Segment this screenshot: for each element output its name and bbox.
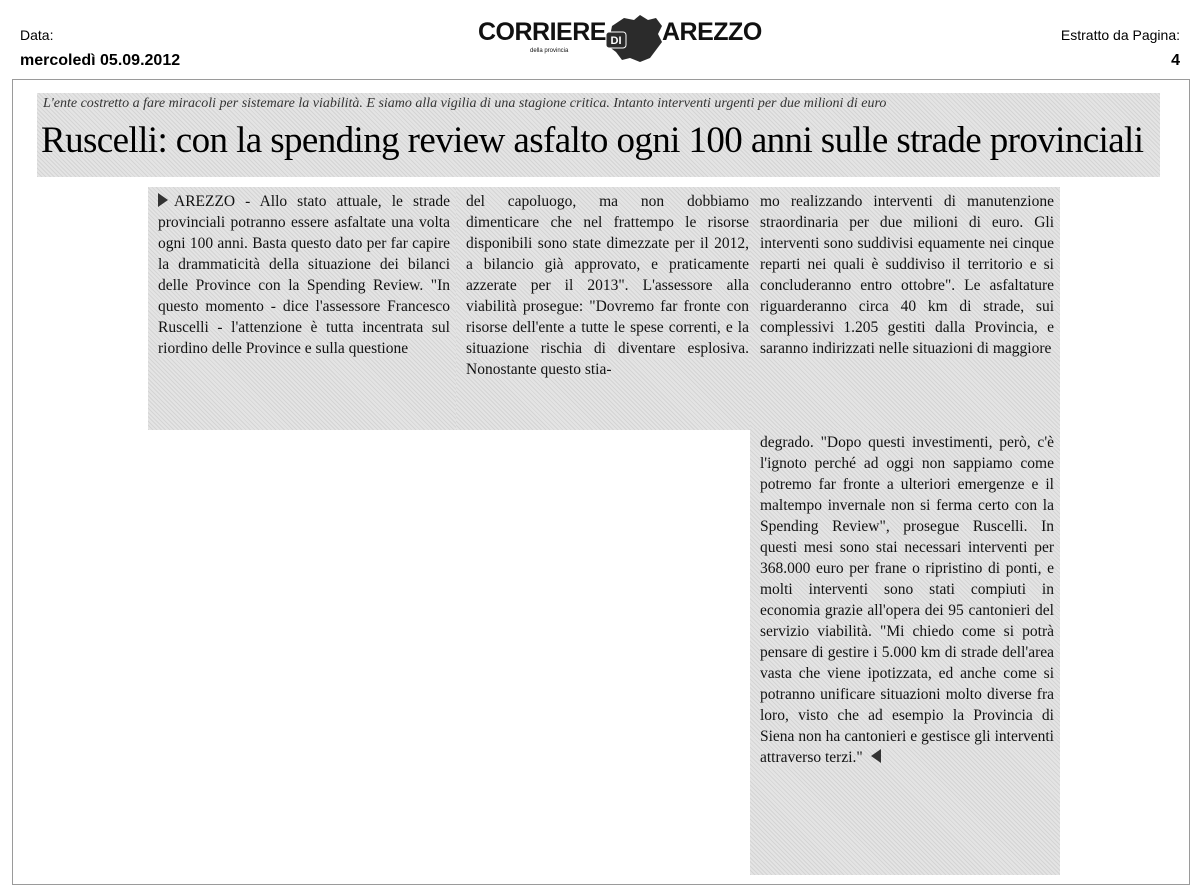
column-2-text: del capoluogo, ma non dobbiamo dimenticare che nel frattempo le risorse disponibili sono state dimezzate per il 2012, a bilancio già approvato, e praticamente azzerate per il 2013". L'assessore alla viabilità prosegue: "Dovremo far fronte con risorse dell'ente a tutte le spese correnti, e la situazione rischia di diventare esplosiva. Nonostante questo stia- — [466, 193, 749, 378]
masthead-subtitle: della provincia — [530, 48, 569, 54]
article-column-3-bottom — [750, 428, 1060, 875]
column-1-text: Allo stato attuale, le strade provinciali potranno essere asfaltate una volta ogni 100 anni. Basta questo dato per far capire la drammaticità della situazione dei bilanci delle Province con la Spending Review. "In questo momento - dice l'assessore Francesco Ruscelli - l'attenzione è tutta incentrata sul riordino delle Province e sulla questione — [158, 193, 450, 357]
headline-block — [37, 93, 1160, 177]
page-number: 4 — [1171, 52, 1180, 69]
date-label: Data: — [20, 27, 54, 43]
triangle-left-icon — [871, 749, 881, 763]
kicker: L'ente costretto a fare miracoli per sistemare la viabilità. E siamo alla vigilia di una stagione critica. Intanto interventi urgenti per due milioni di euro — [43, 96, 887, 111]
article-column-2 — [456, 187, 755, 430]
headline: Ruscelli: con la spending review asfalto ogni 100 anni sulle strade provinciali — [41, 120, 1144, 161]
article-column-1 — [148, 187, 456, 430]
triangle-right-icon — [158, 193, 168, 207]
column-3-top-text: mo realizzando interventi di manutenzione straordinaria per due milioni di euro. Gli interventi sono suddivisi equamente nei cinque reparti nei quali è suddiviso il territorio e si concluderanno entro ottobre". Le asfaltature riguarderanno circa 40 km di strade, sui complessivi 1.205 gestiti dalla Provincia, e saranno indirizzati nelle situazioni di maggiore — [760, 193, 1054, 357]
page-label: Estratto da Pagina: — [1060, 27, 1180, 43]
dateline: AREZZO - — [174, 193, 251, 210]
masthead-badge: DI — [610, 35, 622, 47]
date-value: mercoledì 05.09.2012 — [20, 52, 181, 69]
masthead-part1: CORRIERE — [478, 18, 606, 46]
column-3-bottom-text: degrado. "Dopo questi investimenti, però, c'è l'ignoto perché ad oggi non sappiamo come potremo far fronte a ulteriori emergenze e il maltempo invernale non si ferma certo con la Spending Review", prosegue Ruscelli. In questi mesi sono stai necessari interventi per 368.000 euro per frane o ripristino di ponti, e molti interventi sono stati compiuti in economia grazie all'opera dei 95 cantonieri del servizio viabilità. "Mi chiedo come si potrà pensare di gestire i 5.000 km di strade dell'area vasta che viene ipotizzata, ed anche come si potranno unificare situazioni molto diverse fra loro, visto che ad esempio la Provincia di Siena non ha cantonieri e gestisce gli interventi attraverso terzi." — [760, 434, 1054, 766]
masthead-part2: AREZZO — [662, 18, 762, 46]
article-column-3-top — [750, 187, 1060, 430]
masthead-logo — [478, 12, 762, 64]
tuscany-map-icon — [604, 12, 664, 64]
